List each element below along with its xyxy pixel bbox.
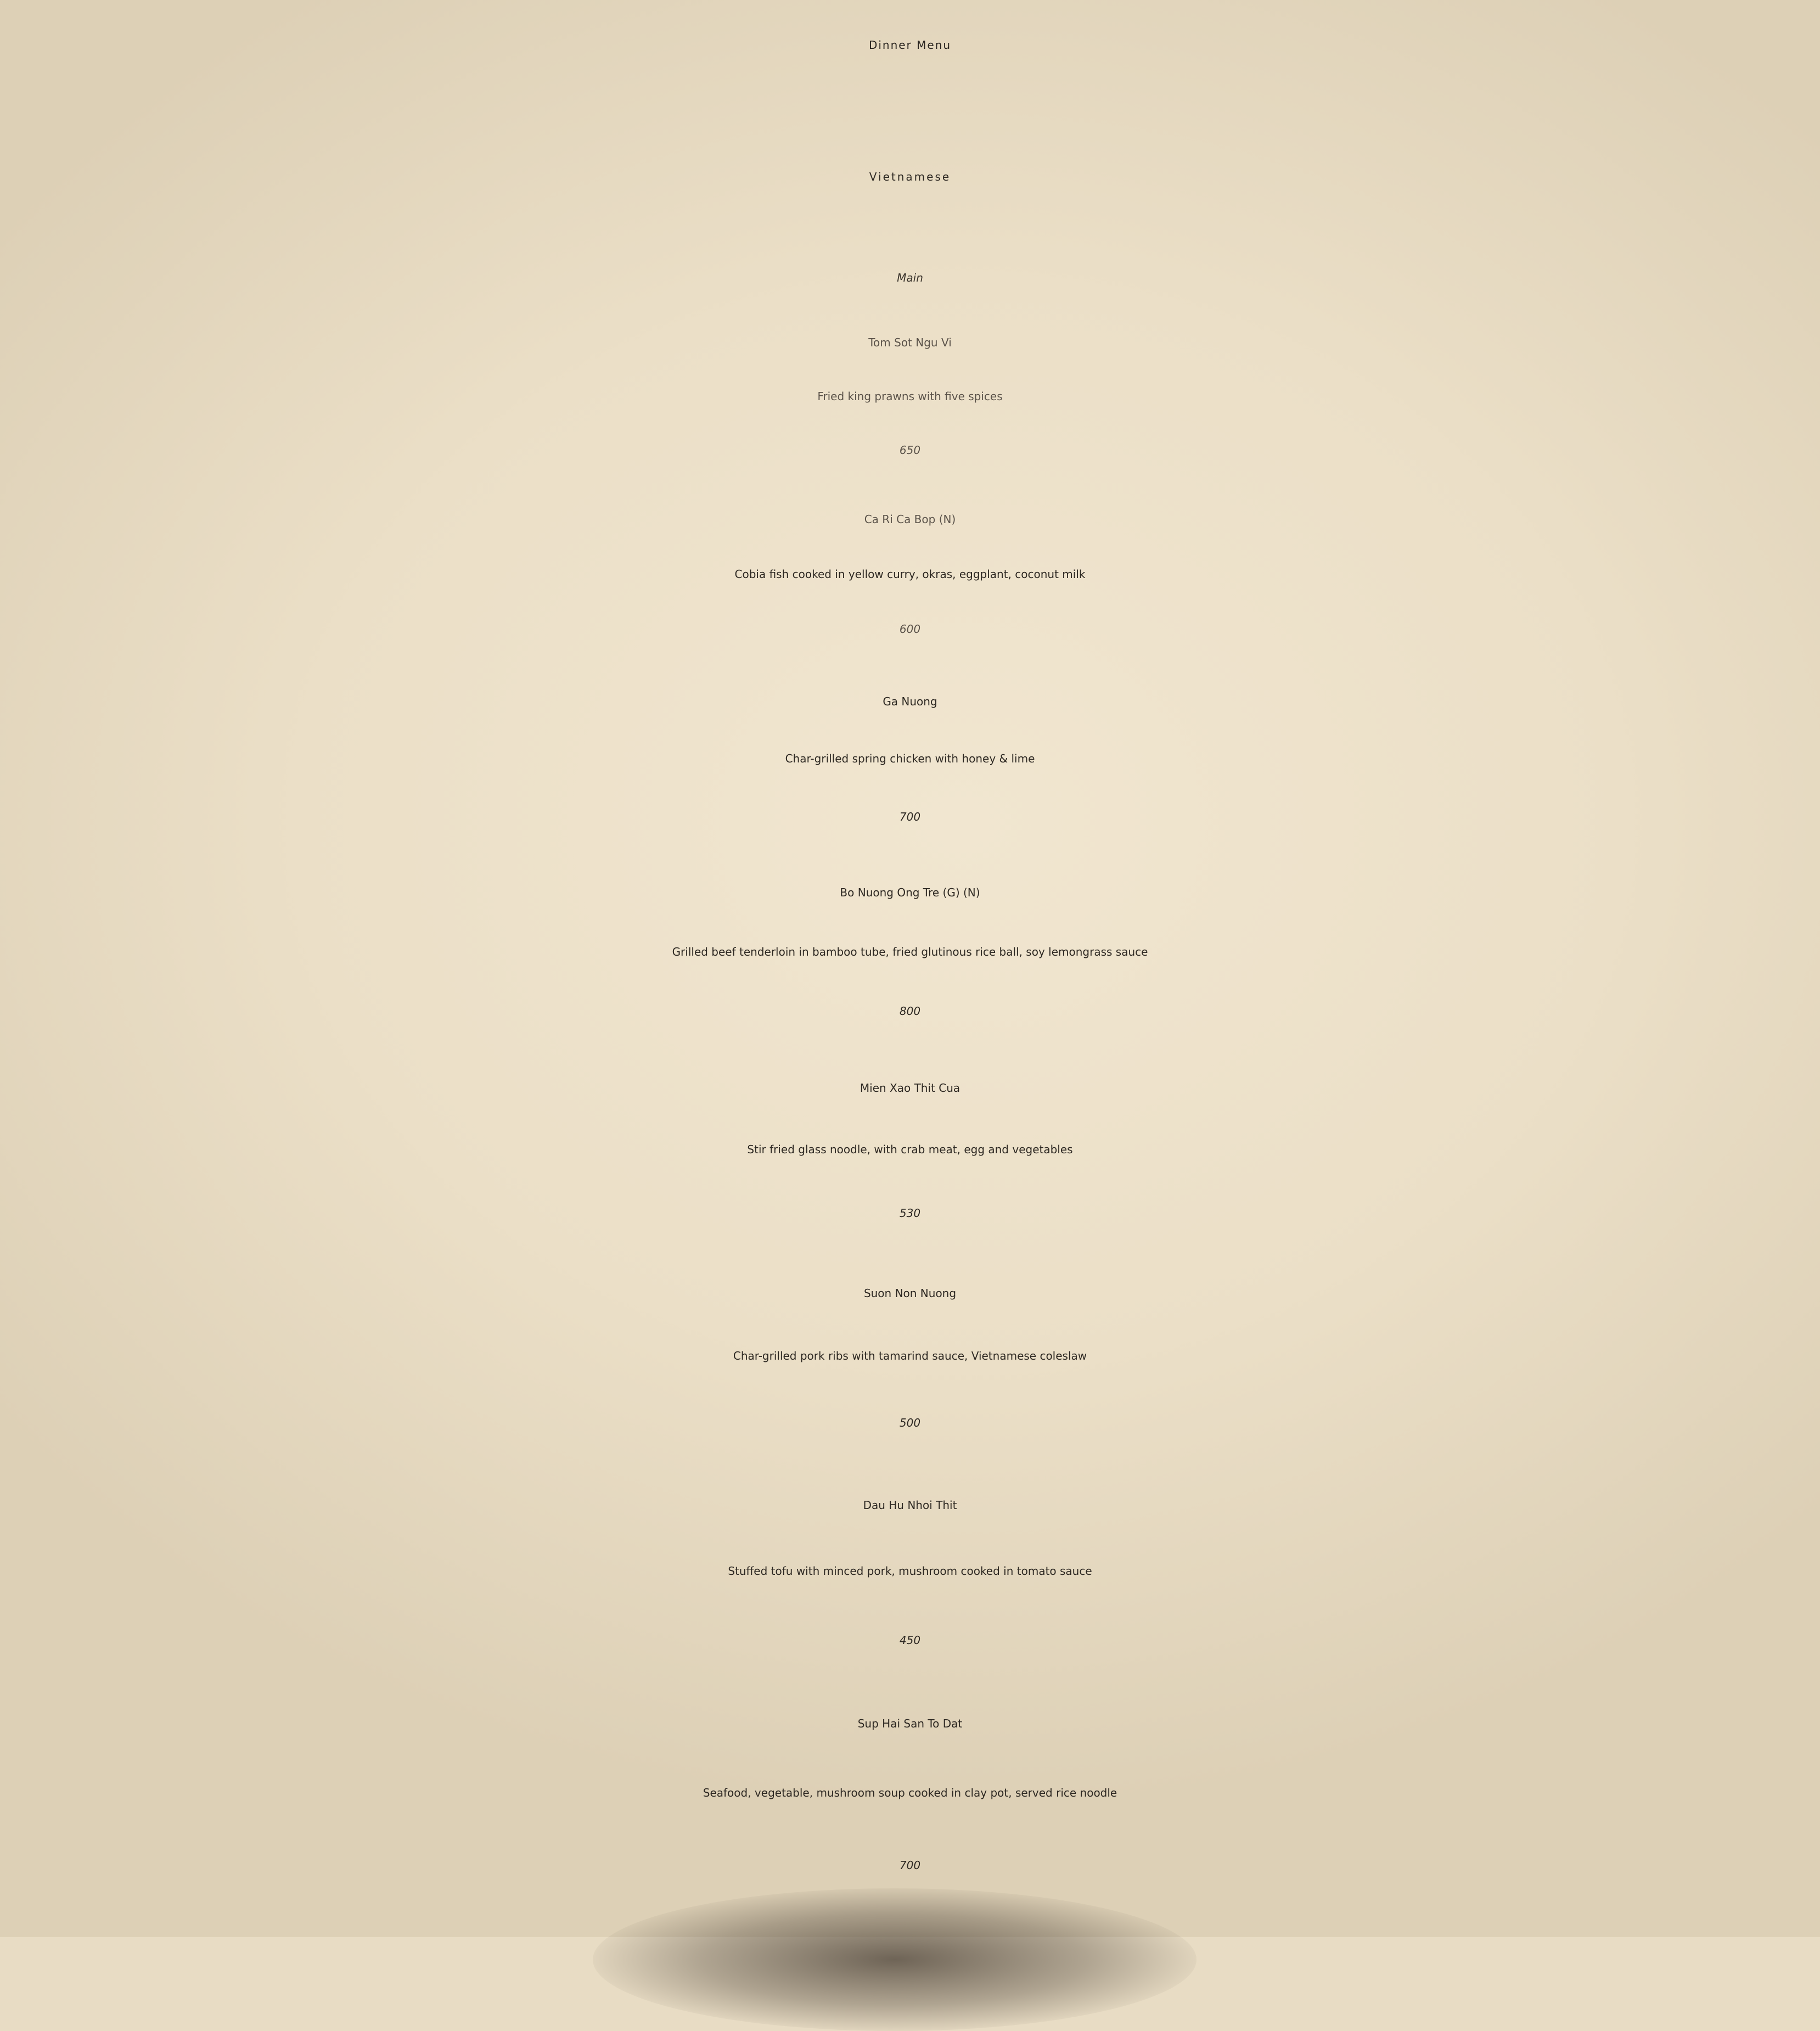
- dish-price: 700: [899, 1859, 921, 1872]
- dish-description: Char-grilled pork ribs with tamarind sauce, Vietnamese coleslaw: [733, 1349, 1087, 1362]
- dish-description: Stuffed tofu with minced pork, mushroom cooked in tomato sauce: [728, 1564, 1092, 1578]
- dish-price: 450: [899, 1634, 921, 1647]
- dish-price: 700: [899, 810, 921, 823]
- dish-description: Seafood, vegetable, mushroom soup cooked in clay pot, served rice noodle: [703, 1786, 1117, 1799]
- dish-name: Bo Nuong Ong Tre (G) (N): [840, 886, 980, 899]
- cuisine-heading: Vietnamese: [869, 170, 951, 183]
- dish-description: Fried king prawns with five spices: [817, 390, 1003, 403]
- dish-price: 530: [899, 1207, 921, 1220]
- dish-name: Ga Nuong: [883, 695, 937, 708]
- section-heading: Main: [897, 271, 923, 284]
- dish-description: Stir fried glass noodle, with crab meat, egg and vegetables: [747, 1143, 1073, 1156]
- dish-name: Mien Xao Thit Cua: [860, 1081, 960, 1095]
- dish-description: Cobia fish cooked in yellow curry, okras, eggplant, coconut milk: [734, 568, 1086, 581]
- dish-price: 650: [899, 444, 921, 457]
- dish-price: 600: [899, 622, 921, 636]
- dish-name: Suon Non Nuong: [863, 1287, 957, 1300]
- dish-description: Char-grilled spring chicken with honey & lime: [785, 752, 1035, 765]
- dish-price: 500: [899, 1416, 921, 1429]
- dish-name: Tom Sot Ngu Vi: [868, 336, 952, 349]
- dish-name: Dau Hu Nhoi Thit: [863, 1499, 957, 1512]
- menu-title: Dinner Menu: [868, 38, 952, 52]
- dish-name: Sup Hai San To Dat: [857, 1717, 963, 1730]
- dish-name: Ca Ri Ca Bop (N): [864, 513, 956, 526]
- dish-price: 800: [899, 1005, 921, 1018]
- shadow: [593, 1888, 1197, 2031]
- dish-description: Grilled beef tenderloin in bamboo tube, fried glutinous rice ball, soy lemongrass sauce: [672, 945, 1148, 958]
